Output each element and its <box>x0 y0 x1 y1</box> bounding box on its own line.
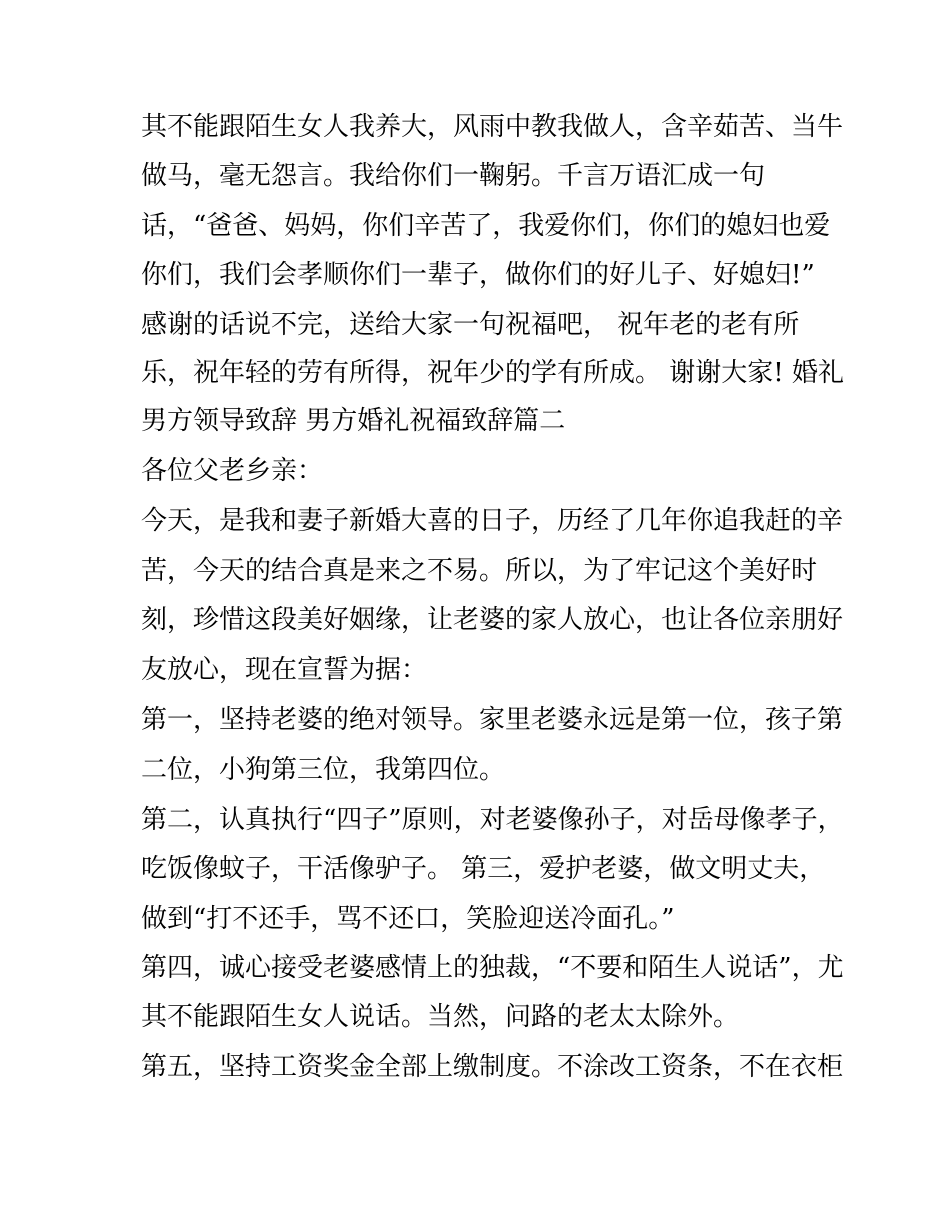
text-line-4: 你们，我们会孝顺你们一辈子，做你们的好儿子、好媳妇!” <box>141 260 815 290</box>
text-line-14: 二位，小狗第三位，我第四位。 <box>141 755 506 785</box>
text-line-8: 各位父老乡亲： <box>141 456 324 486</box>
text-line-20: 第五，坚持工资奖金全部上缴制度。不涂改工资条，不在衣柜 <box>141 1052 844 1082</box>
text-line-19: 其不能跟陌生女人说话。当然，问路的老太太除外。 <box>141 1002 740 1032</box>
text-line-5: 感谢的话说不完，送给大家一句祝福吧， 祝年老的老有所 <box>141 310 800 340</box>
text-line-7: 男方领导致辞 男方婚礼祝福致辞篇二 <box>141 406 566 436</box>
text-line-2: 做马，毫无怨言。我给你们一鞠躬。千言万语汇成一句 <box>141 161 766 191</box>
text-line-11: 刻，珍惜这段美好姻缘，让老婆的家人放心，也让各位亲朋好 <box>141 605 844 635</box>
text-line-16: 吃饭像蚊子，干活像驴子。 第三，爱护老婆，做文明丈夫， <box>141 854 826 884</box>
text-line-12: 友放心，现在宣誓为据： <box>141 655 428 685</box>
text-line-13: 第一，坚持老婆的绝对领导。家里老婆永远是第一位，孩子第 <box>141 705 844 735</box>
text-line-6: 乐，祝年轻的劳有所得，祝年少的学有所成。 谢谢大家! 婚礼 <box>141 358 844 388</box>
text-line-9: 今天，是我和妻子新婚大喜的日子，历经了几年你追我赶的辛 <box>141 506 844 536</box>
text-line-18: 第四，诚心接受老婆感情上的独裁，“不要和陌生人说话”，尤 <box>141 953 844 983</box>
text-line-15: 第二，认真执行“四子”原则，对老婆像孙子，对岳母像孝子， <box>141 805 844 835</box>
text-line-3: 话，“爸爸、妈妈，你们辛苦了，我爱你们，你们的媳妇也爱 <box>141 211 831 241</box>
text-line-10: 苦，今天的结合真是来之不易。所以，为了牢记这个美好时 <box>141 556 818 586</box>
text-line-17: 做到“打不还手，骂不还口，笑脸迎送冷面孔。” <box>141 904 675 934</box>
text-line-1: 其不能跟陌生女人我养大，风雨中教我做人，含辛茹苦、当牛 <box>141 112 844 142</box>
